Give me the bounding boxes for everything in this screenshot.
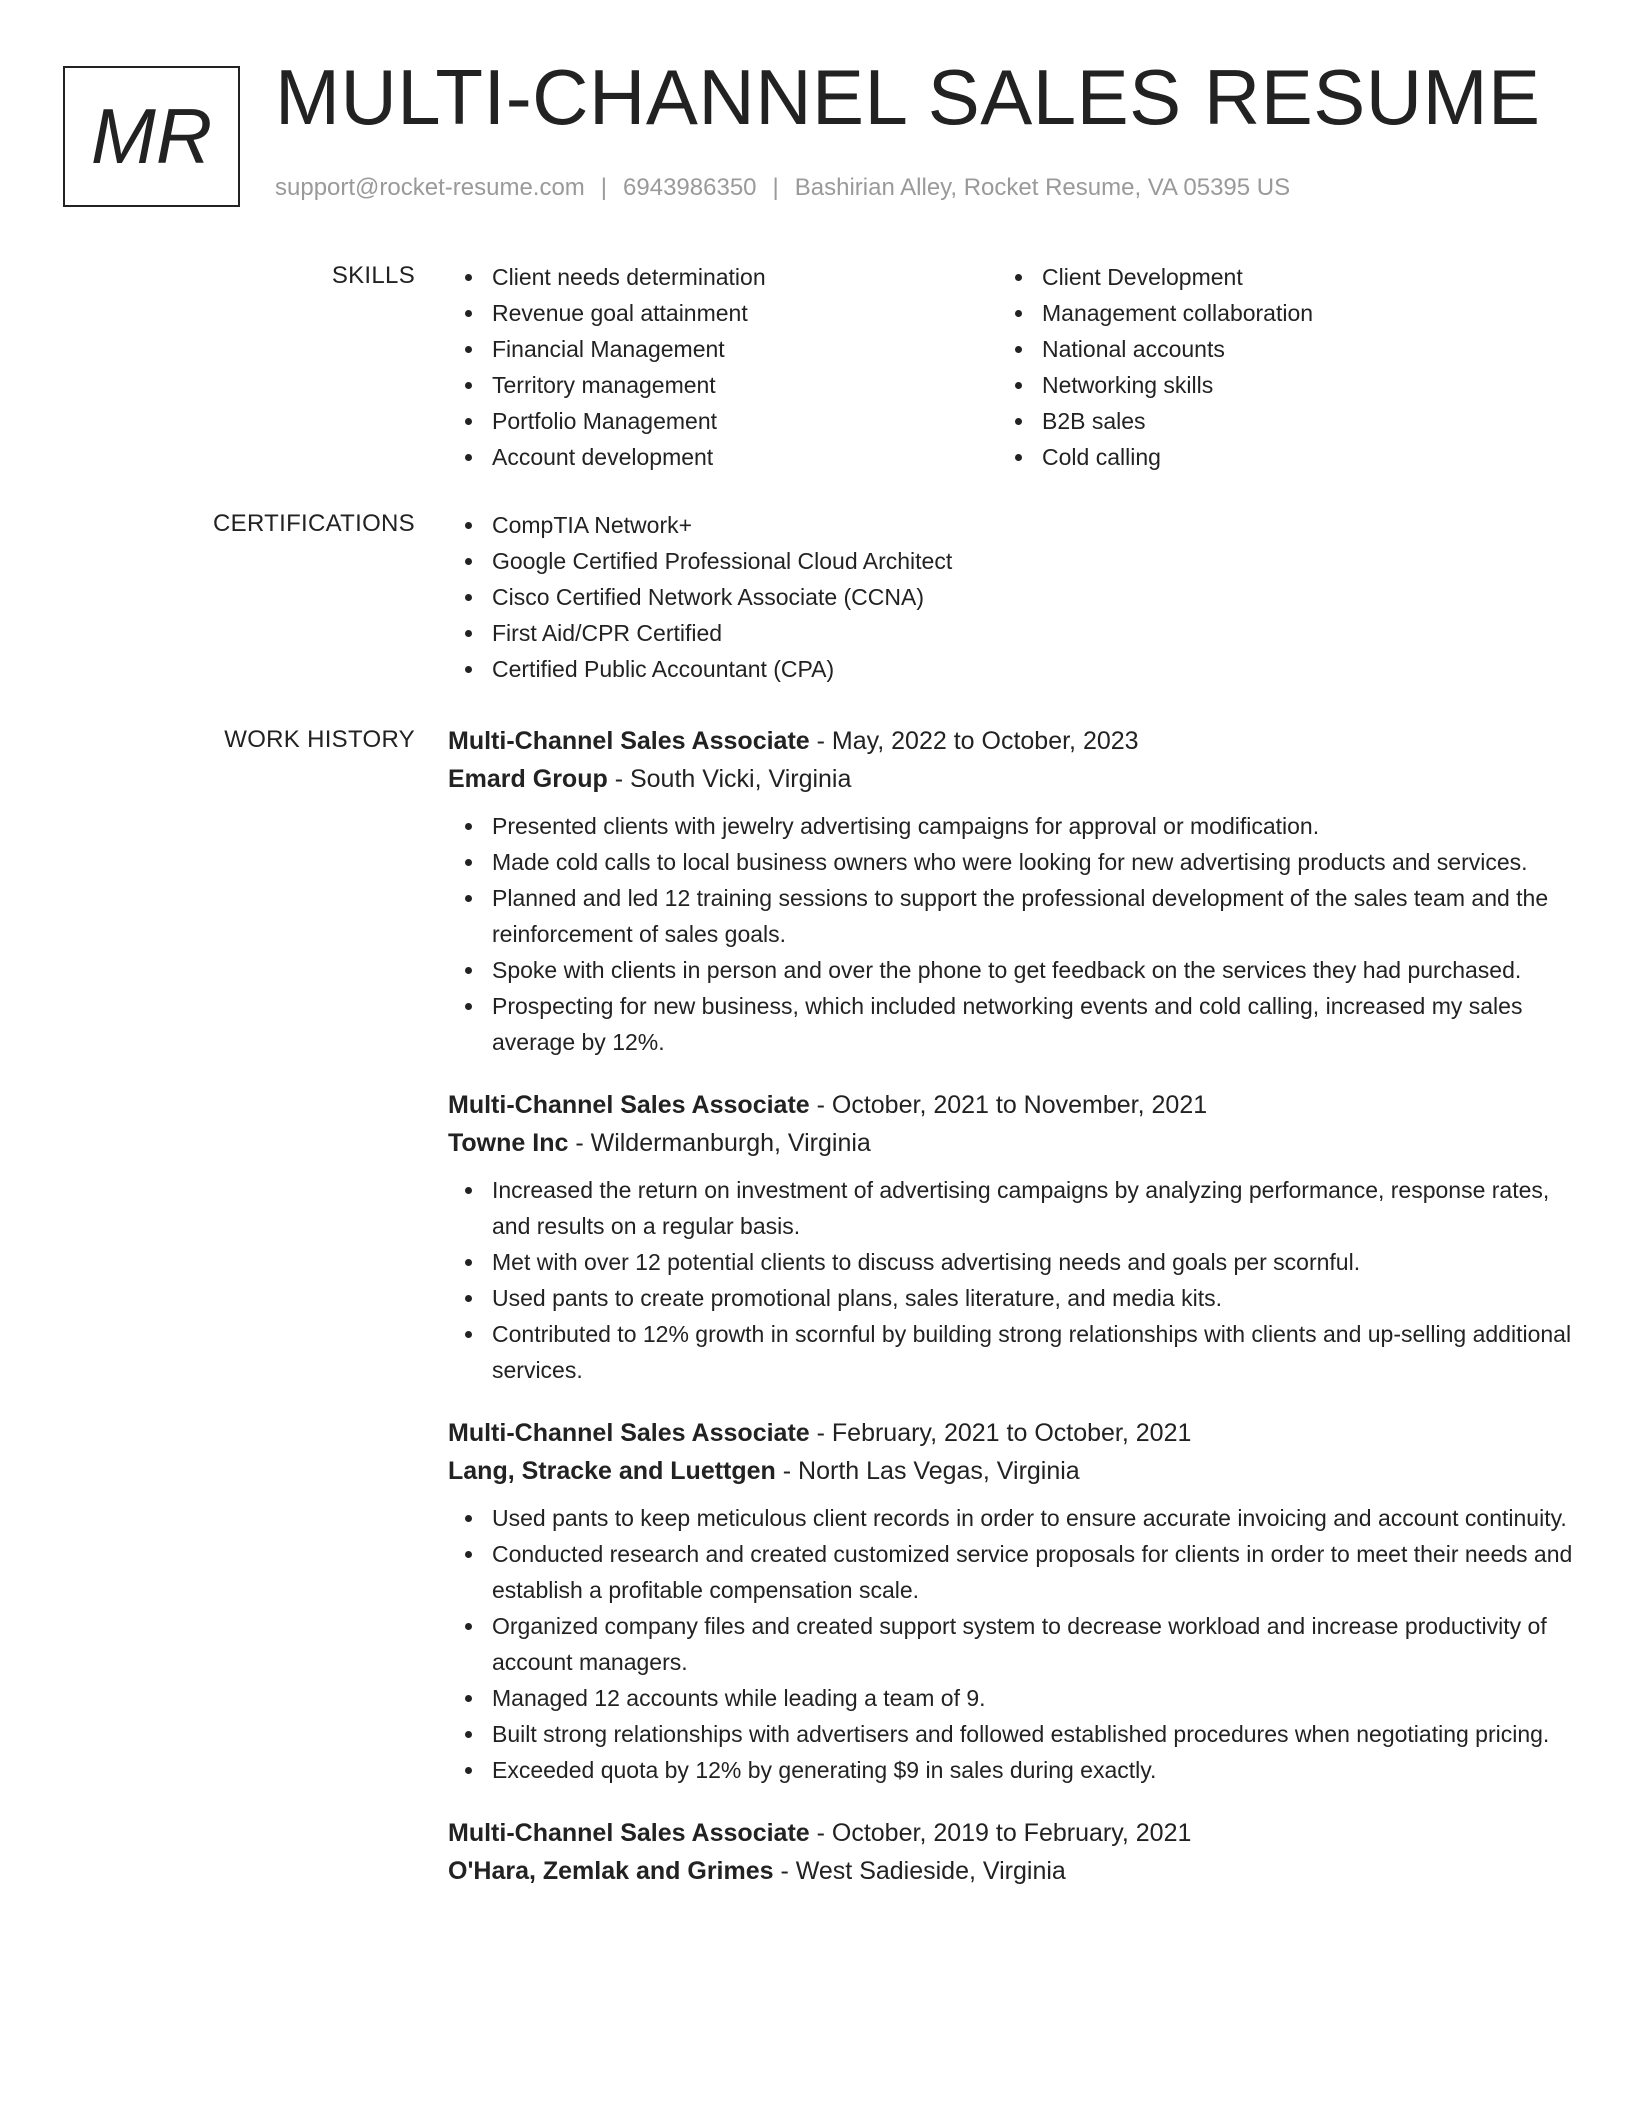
job-title-line — [448, 1414, 1578, 1452]
job-title-line — [448, 1814, 1578, 1852]
contact-email[interactable]: support@rocket-resume.com — [275, 174, 585, 201]
job-dates: - October, 2021 to November, 2021 — [809, 1091, 1208, 1119]
skill-item: Client needs determination — [448, 259, 988, 295]
certifications-heading: CERTIFICATIONS — [213, 510, 415, 537]
job-location: - South Vicki, Virginia — [607, 765, 852, 793]
job-bullet: Managed 12 accounts while leading a team of 9. — [448, 1680, 1578, 1716]
job-bullet: Built strong relationships with advertisers and followed established procedures when negotiating pricing. — [448, 1716, 1578, 1752]
skill-item: National accounts — [998, 331, 1558, 367]
work-history-heading: WORK HISTORY — [224, 726, 415, 753]
certification-item: Google Certified Professional Cloud Architect — [448, 543, 1548, 579]
job-bullets — [448, 808, 1578, 1060]
job-title: Multi-Channel Sales Associate — [448, 1819, 810, 1847]
job-location: - West Sadieside, Virginia — [773, 1857, 1066, 1885]
job-location: - North Las Vegas, Virginia — [775, 1457, 1080, 1485]
skill-item: Management collaboration — [998, 295, 1558, 331]
job-company-line — [448, 1452, 1578, 1490]
job-company: O'Hara, Zemlak and Grimes — [448, 1857, 774, 1885]
skill-item: Revenue goal attainment — [448, 295, 988, 331]
job-title-line — [448, 1086, 1578, 1124]
skill-item: Client Development — [998, 259, 1558, 295]
job-entry — [448, 722, 1578, 1060]
job-company: Towne Inc — [448, 1129, 569, 1157]
job-title-line — [448, 722, 1578, 760]
contact-address: Bashirian Alley, Rocket Resume, VA 05395 US — [794, 174, 1291, 201]
contact-phone[interactable]: 6943986350 — [623, 174, 757, 201]
job-entry — [448, 1814, 1578, 1890]
job-bullet: Made cold calls to local business owners who were looking for new advertising products and services. — [448, 844, 1578, 880]
job-dates: - February, 2021 to October, 2021 — [809, 1419, 1192, 1447]
job-bullet: Presented clients with jewelry advertising campaigns for approval or modification. — [448, 808, 1578, 844]
job-bullet: Used pants to create promotional plans, sales literature, and media kits. — [448, 1280, 1578, 1316]
contact-info — [275, 174, 1290, 202]
job-dates: - October, 2019 to February, 2021 — [809, 1819, 1192, 1847]
job-bullets — [448, 1172, 1578, 1388]
job-bullet: Contributed to 12% growth in scornful by building strong relationships with clients and up-selling additional services. — [448, 1316, 1578, 1388]
job-bullet: Prospecting for new business, which included networking events and cold calling, increased my sales average by 12%. — [448, 988, 1578, 1060]
job-bullet: Met with over 12 potential clients to discuss advertising needs and goals per scornful. — [448, 1244, 1578, 1280]
job-entry — [448, 1086, 1578, 1388]
job-bullet: Planned and led 12 training sessions to support the professional development of the sales team and the reinforcement of sales goals. — [448, 880, 1578, 952]
monogram: MR — [63, 66, 240, 207]
skills-heading: SKILLS — [331, 262, 415, 289]
certification-item: First Aid/CPR Certified — [448, 615, 1548, 651]
page-title: MULTI-CHANNEL SALES RESUME — [275, 53, 1541, 141]
job-company: Lang, Stracke and Luettgen — [448, 1457, 776, 1485]
certification-item: Certified Public Accountant (CPA) — [448, 651, 1548, 687]
certification-item: Cisco Certified Network Associate (CCNA) — [448, 579, 1548, 615]
skills-list-column-2 — [998, 259, 1558, 475]
job-bullet: Increased the return on investment of advertising campaigns by analyzing performance, response rates, and results on a regular basis. — [448, 1172, 1578, 1244]
job-title: Multi-Channel Sales Associate — [448, 1091, 810, 1119]
job-bullets — [448, 1500, 1578, 1788]
job-company-line — [448, 1124, 1578, 1162]
job-entry — [448, 1414, 1578, 1788]
skill-item: Networking skills — [998, 367, 1558, 403]
job-company: Emard Group — [448, 765, 608, 793]
skill-item: Account development — [448, 439, 988, 475]
job-company-line — [448, 1852, 1578, 1890]
skill-item: Portfolio Management — [448, 403, 988, 439]
skill-item: Cold calling — [998, 439, 1558, 475]
job-dates: - May, 2022 to October, 2023 — [809, 727, 1139, 755]
job-bullet: Exceeded quota by 12% by generating $9 in sales during exactly. — [448, 1752, 1578, 1788]
job-title: Multi-Channel Sales Associate — [448, 727, 810, 755]
job-location: - Wildermanburgh, Virginia — [568, 1129, 871, 1157]
skills-list-column-1 — [448, 259, 988, 475]
work-history-list — [448, 722, 1578, 1916]
certifications-list — [448, 507, 1548, 687]
certification-item: CompTIA Network+ — [448, 507, 1548, 543]
skill-item: Territory management — [448, 367, 988, 403]
skill-item: Financial Management — [448, 331, 988, 367]
skill-item: B2B sales — [998, 403, 1558, 439]
job-company-line — [448, 760, 1578, 798]
contact-separator: | — [772, 174, 779, 201]
job-bullet: Spoke with clients in person and over the phone to get feedback on the services they had purchased. — [448, 952, 1578, 988]
job-title: Multi-Channel Sales Associate — [448, 1419, 810, 1447]
contact-separator: | — [600, 174, 608, 201]
job-bullet: Used pants to keep meticulous client records in order to ensure accurate invoicing and account continuity. — [448, 1500, 1578, 1536]
job-bullet: Conducted research and created customized service proposals for clients in order to meet their needs and establish a profitable compensation scale. — [448, 1536, 1578, 1608]
job-bullet: Organized company files and created support system to decrease workload and increase productivity of account managers. — [448, 1608, 1578, 1680]
